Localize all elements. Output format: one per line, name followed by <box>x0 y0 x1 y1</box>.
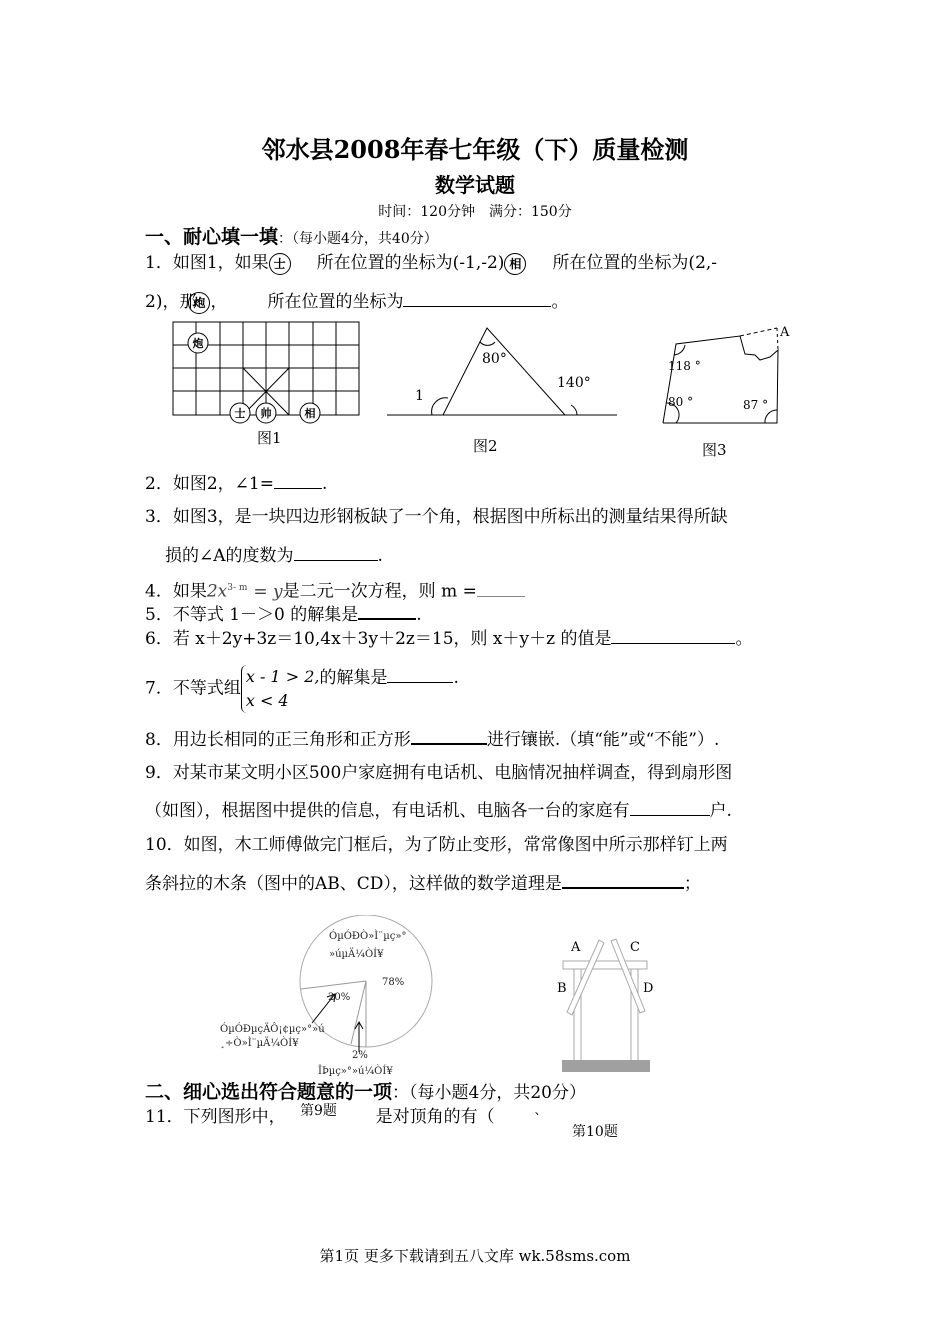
q6 <box>145 627 752 650</box>
q1-text: 所在位置的坐标为(2,- <box>552 253 718 273</box>
pie-value-label: 2% <box>352 1050 368 1061</box>
q5-text: . <box>416 605 422 625</box>
q10-text: 条斜拉的木条（图中的AB、CD），这样做的数学道理是 <box>145 874 562 894</box>
piece-pao: 炮 <box>192 337 204 350</box>
pie-slice-edge <box>301 981 366 989</box>
chess-piece-pao: 炮 <box>188 292 210 314</box>
floor-bar <box>562 1060 650 1072</box>
figure-caption: 图3 <box>702 441 727 459</box>
q1-text: 2)，那 <box>145 292 197 312</box>
figure-caption: 图1 <box>257 429 282 447</box>
piece-shi: 士 <box>234 407 246 420</box>
q11-text: 是对顶角的有（ <box>375 1107 495 1127</box>
section-title: 二、细心选出符合题意的一项 <box>145 1081 393 1103</box>
point-label: D <box>643 981 654 996</box>
figure-10-door-frame <box>545 935 665 1145</box>
answer-blank <box>477 580 525 597</box>
q1-text: 所在位置的坐标为(-1,-2) <box>316 253 505 273</box>
page-footer: 第1页 更多下载请到五八文库 wk.58sms.com <box>319 1247 631 1265</box>
q3-text: 损的∠A的度数为 <box>165 546 294 566</box>
pie-value-label: 78% <box>382 977 405 988</box>
inequality-system <box>241 665 320 713</box>
q8 <box>145 727 719 751</box>
q11-text: 、 <box>534 1103 547 1117</box>
angle-label: 1 <box>415 388 424 404</box>
pie-value-label: 20% <box>328 992 351 1003</box>
q4-text: 是二元一次方程，则 m = <box>282 581 477 602</box>
q10-line1: 10．如图，木工师傅做完门框后，为了防止变形，常常像图中所示那样钉上两 <box>145 835 728 855</box>
q5 <box>145 602 422 626</box>
chess-piece-shi: 士 <box>269 253 291 275</box>
section-title: 一、耐心填一填 <box>145 226 279 248</box>
q3-line1: 3．如图3，是一块四边形钢板缺了一个角，根据图中所标出的测量结果得所缺 <box>145 507 728 527</box>
answer-blank <box>387 666 453 683</box>
q1-text: 。 <box>551 292 569 312</box>
pie-label: ÓµÓÐµçÄÔ¡¢µç»°»ú <box>220 1024 325 1035</box>
inequality: x - 1 > 2, <box>245 667 320 686</box>
q9-text: 户. <box>709 801 732 821</box>
q1-line2 <box>145 290 568 314</box>
q1-text: ， <box>210 292 228 312</box>
point-label: C <box>630 940 640 955</box>
q7-text: 的解集是 <box>319 667 388 688</box>
piece-xiang: 相 <box>304 407 316 420</box>
answer-blank <box>630 799 710 816</box>
section1-heading <box>145 226 438 250</box>
pie-label: ÓµÓÐÒ»Ì¨µç»° <box>329 931 407 942</box>
figure-caption: 第9题 <box>300 1103 337 1119</box>
angle-label: 87 ° <box>743 398 769 412</box>
answer-blank <box>358 602 416 620</box>
q10-text: ； <box>683 874 701 894</box>
answer-blank <box>294 544 378 561</box>
angle-label: 80 ° <box>668 395 694 409</box>
q3-text: . <box>377 546 383 566</box>
q4-text: 4．如果 <box>145 581 207 602</box>
inequality: x < 4 <box>245 691 289 710</box>
angle-label: 80° <box>482 351 507 367</box>
math-expr: = y <box>253 581 283 602</box>
answer-blank <box>411 727 487 745</box>
angle-label: 140° <box>557 375 591 391</box>
exam-meta: 时间：120分钟 满分：150分 <box>378 204 572 220</box>
math-exponent: 3- m <box>227 583 248 593</box>
q9-line2 <box>145 799 732 822</box>
q11 <box>145 1103 547 1129</box>
page-title: 邻水县2008年春七年级（下）质量检测 <box>261 135 689 164</box>
answer-blank <box>562 871 684 889</box>
answer-blank <box>611 627 735 644</box>
q7 <box>145 665 459 713</box>
q7-text: 7．不等式组 <box>145 678 241 699</box>
figure-caption: 第10题 <box>572 1124 618 1140</box>
q8-text: 8．用边长相同的正三角形和正方形 <box>145 730 411 750</box>
answer-blank <box>403 290 551 307</box>
q2-text: 2．如图2，∠1= <box>145 474 274 494</box>
q11-text: 11．下列图形中， <box>145 1107 286 1127</box>
point-label: B <box>557 981 567 996</box>
figure-3-quadrilateral <box>640 320 820 465</box>
q8-text: 进行镶嵌.（填“能”或“不能”）. <box>486 730 720 750</box>
math-expr: 2x <box>206 581 228 602</box>
q4 <box>145 577 525 603</box>
q5-text: 5．不等式 1－＞0 的解集是 <box>145 605 359 625</box>
section2-heading <box>145 1081 586 1104</box>
q1-text: 所在位置的坐标为 <box>267 292 404 312</box>
figure-caption: 图2 <box>473 437 498 455</box>
q7-tail <box>319 668 458 688</box>
piece-shuai: 帅 <box>260 407 272 420</box>
q2 <box>145 472 327 495</box>
q10-line2 <box>145 871 701 895</box>
q3-line2 <box>165 544 383 567</box>
pie-label: ÎÞµç»°»ú¼ÒÍ¥ <box>318 1066 393 1077</box>
q9-text: （如图），根据图中提供的信息，有电话机、电脑各一台的家庭有 <box>145 801 630 821</box>
q9-line1: 9．对某市某文明小区500户家庭拥有电话机、电脑情况抽样调查，得到扇形图 <box>145 763 733 783</box>
q6-text: 6．若 x＋2y+3z＝10,4x＋3y＋2z＝15，则 x＋y＋z 的值是 <box>145 629 612 649</box>
chess-piece-xiang: 相 <box>504 253 526 275</box>
pie-label: ¸÷Ò»Ì¨µÄ¼ÒÍ¥ <box>220 1038 299 1049</box>
q1-line1 <box>145 252 717 275</box>
answer-blank <box>274 472 322 489</box>
section-note: ：（每小题4分，共40分） <box>278 231 438 247</box>
section-note: ：（每小题4分，共20分） <box>392 1083 586 1103</box>
q7-text: . <box>453 667 459 688</box>
figure-1-chessboard <box>165 318 365 453</box>
q2-text: . <box>321 474 328 494</box>
pie-label: »úµÄ¼ÒÍ¥ <box>329 949 384 960</box>
subtitle: 数学试题 <box>435 173 515 197</box>
figure-2-triangle <box>385 320 625 460</box>
q6-text: 。 <box>735 629 753 649</box>
q1-text: 1．如图1，如果 <box>145 253 269 273</box>
point-label: A <box>571 940 581 955</box>
angle-label: 118 ° <box>668 359 701 373</box>
point-label: A <box>780 325 790 340</box>
